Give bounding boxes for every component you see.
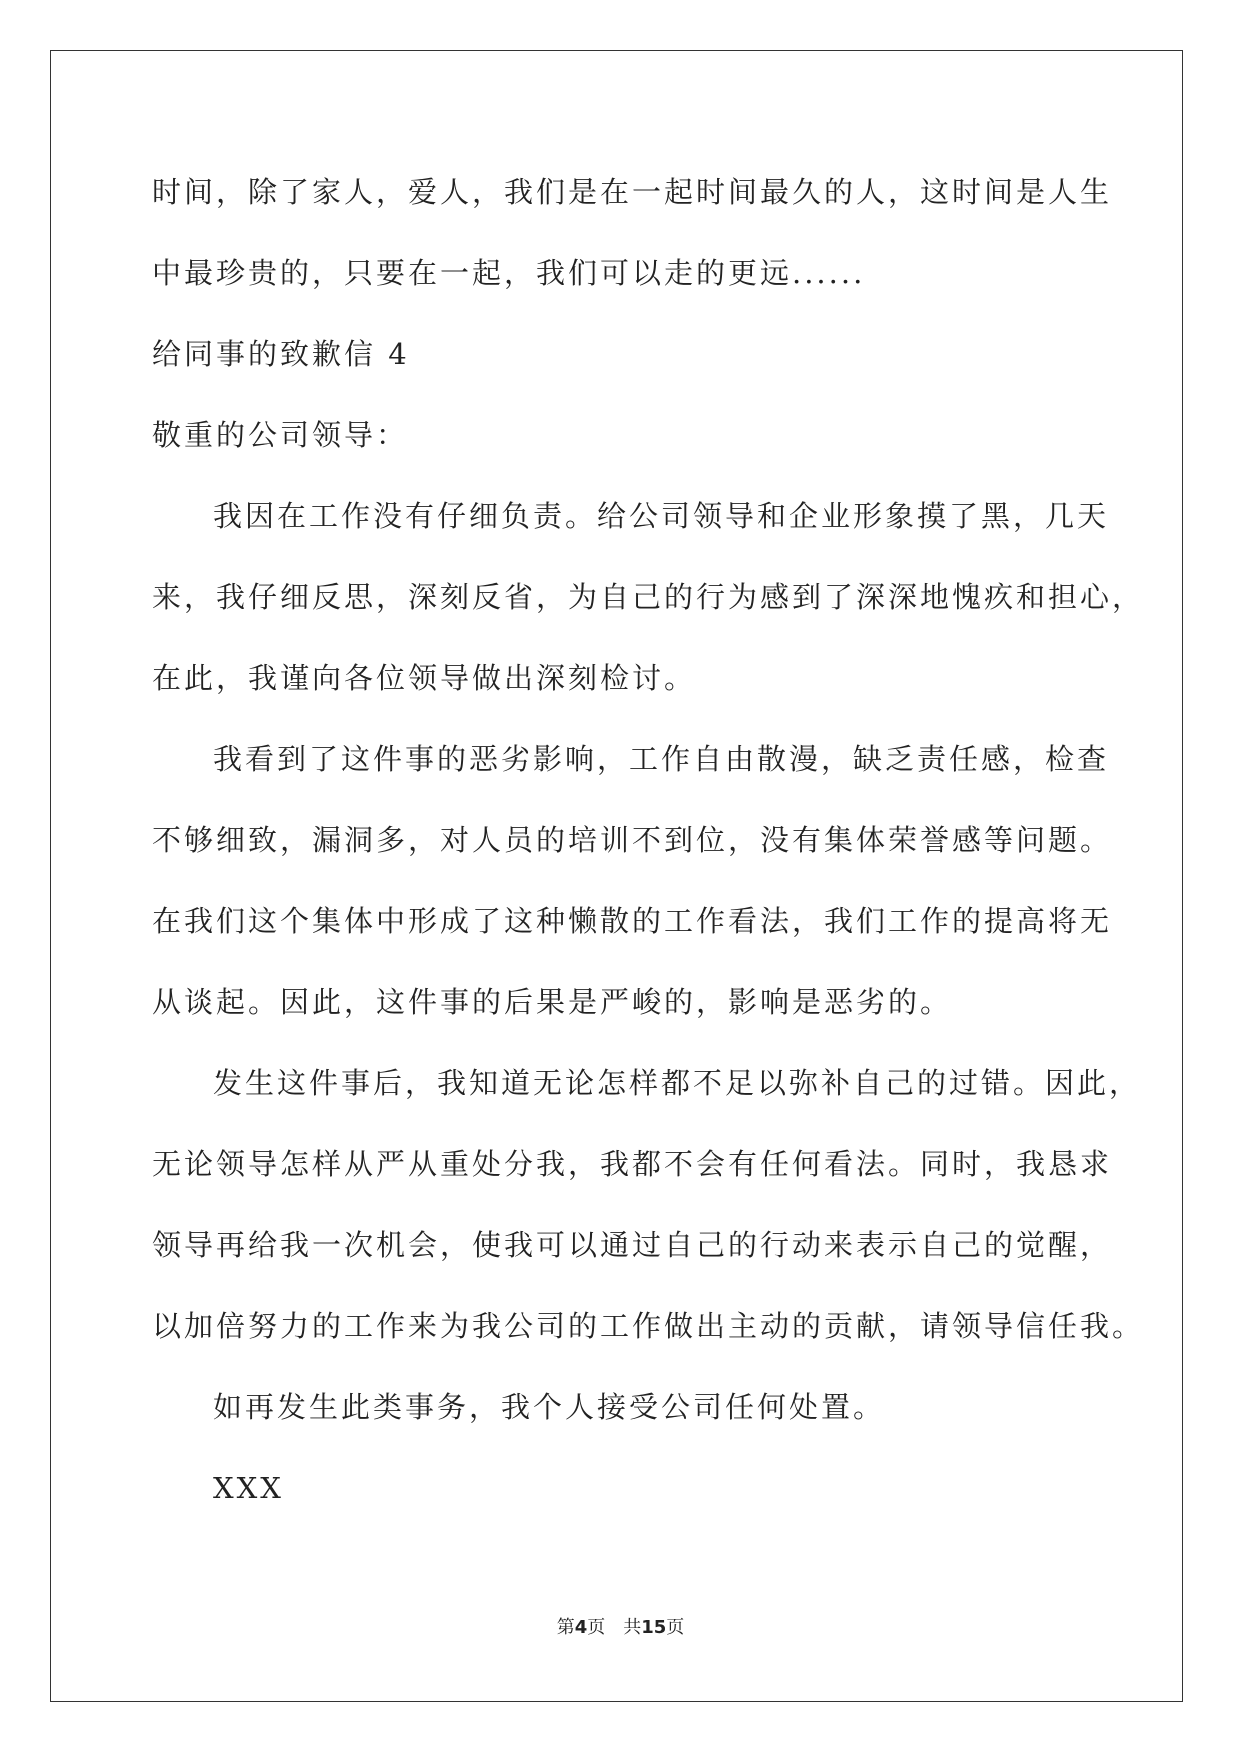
paragraph-2-line-2: 不够细致，漏洞多，对人员的培训不到位，没有集体荣誉感等问题。: [152, 823, 1113, 857]
paragraph-2-line-1: 我看到了这件事的恶劣影响，工作自由散漫，缺乏责任感，检查: [213, 742, 1110, 776]
footer-mid: 页 共: [587, 1617, 642, 1638]
text-line-1: 时间，除了家人，爱人，我们是在一起时间最久的人，这时间是人生: [152, 175, 1113, 209]
page-border: [50, 50, 1183, 1702]
paragraph-3-line-1: 发生这件事后，我知道无论怎样都不足以弥补自己的过错。因此，: [213, 1066, 1142, 1100]
paragraph-3-line-2: 无论领导怎样从严从重处分我，我都不会有任何看法。同时，我恳求: [152, 1147, 1113, 1181]
footer-prefix: 第: [556, 1617, 575, 1638]
paragraph-1-line-3: 在此，我谨向各位领导做出深刻检讨。: [152, 661, 697, 695]
salutation: 敬重的公司领导：: [152, 418, 409, 452]
footer-suffix: 页: [666, 1617, 685, 1638]
page-footer: [0, 1613, 1241, 1639]
signature: XXX: [213, 1471, 284, 1505]
section-heading: 给同事的致歉信 4: [152, 337, 410, 371]
paragraph-1-line-2: 来，我仔细反思，深刻反省，为自己的行为感到了深深地愧疚和担心，: [152, 580, 1145, 614]
paragraph-3-line-3: 领导再给我一次机会，使我可以通过自己的行动来表示自己的觉醒，: [152, 1228, 1113, 1262]
paragraph-2-line-3: 在我们这个集体中形成了这种懒散的工作看法，我们工作的提高将无: [152, 904, 1113, 938]
paragraph-1-line-1: 我因在工作没有仔细负责。给公司领导和企业形象摸了黑，几天: [213, 499, 1110, 533]
paragraph-4: 如再发生此类事务，我个人接受公司任何处置。: [213, 1390, 886, 1424]
paragraph-2-line-4: 从谈起。因此，这件事的后果是严峻的，影响是恶劣的。: [152, 985, 953, 1019]
paragraph-3-line-4: 以加倍努力的工作来为我公司的工作做出主动的贡献，请领导信任我。: [152, 1309, 1145, 1343]
footer-total-pages: 15: [641, 1617, 667, 1638]
text-line-2: 中最珍贵的，只要在一起，我们可以走的更远......: [152, 256, 866, 290]
footer-page-number: 4: [574, 1617, 588, 1638]
